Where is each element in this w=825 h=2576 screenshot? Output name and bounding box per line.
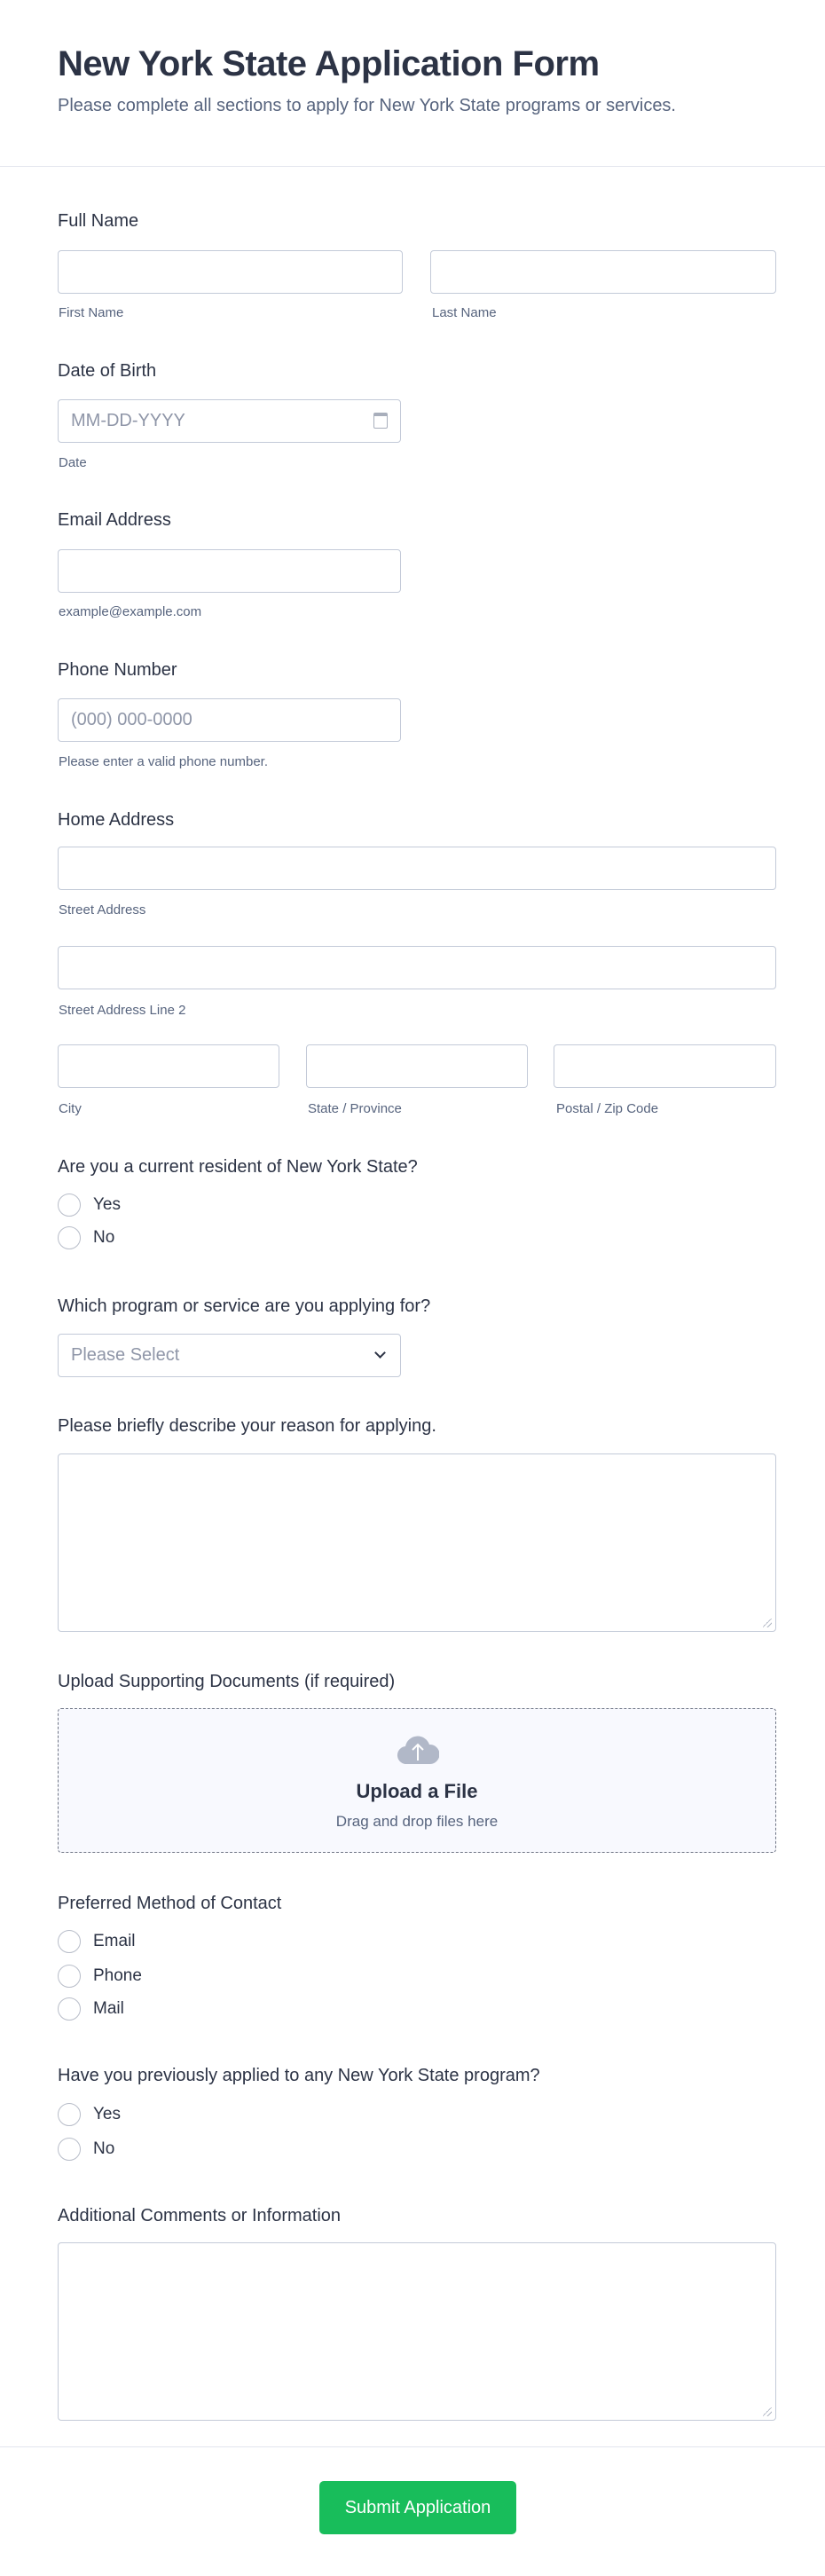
option-label: Phone: [93, 1966, 142, 1985]
comments-textarea[interactable]: [58, 2242, 776, 2421]
radio-button[interactable]: [58, 1226, 81, 1249]
reason-label: Please briefly describe your reason for applying.: [58, 1416, 436, 1436]
resident-option-no[interactable]: [58, 1225, 114, 1250]
header-divider: [0, 166, 825, 167]
contact-option-mail[interactable]: [58, 1997, 124, 2021]
upload-hint: Drag and drop files here: [335, 1813, 499, 1830]
previous-option-no[interactable]: [58, 2137, 114, 2162]
zip-sublabel: Postal / Zip Code: [556, 1101, 659, 1116]
program-select[interactable]: [58, 1334, 401, 1377]
calendar-icon[interactable]: [373, 413, 388, 429]
last-name-input[interactable]: [430, 250, 776, 294]
cloud-upload-icon: [397, 1734, 439, 1766]
dob-placeholder: MM-DD-YYYY: [71, 411, 185, 430]
radio-button[interactable]: [58, 1930, 81, 1953]
comments-label: Additional Comments or Information: [58, 2206, 342, 2225]
footer-divider: [0, 2446, 825, 2447]
previous-label: Have you previously applied to any New York State program?: [58, 2066, 540, 2085]
dob-label: Date of Birth: [58, 361, 157, 381]
reason-textarea[interactable]: [58, 1453, 776, 1632]
resize-handle-icon[interactable]: [763, 1619, 772, 1627]
email-label: Email Address: [58, 510, 171, 530]
previous-option-yes[interactable]: [58, 2102, 121, 2127]
city-sublabel: City: [59, 1101, 82, 1116]
radio-button[interactable]: [58, 1997, 81, 2021]
radio-button[interactable]: [58, 2138, 81, 2161]
phone-sublabel: Please enter a valid phone number.: [59, 754, 268, 769]
option-label: Mail: [93, 1999, 124, 2018]
contact-option-email[interactable]: [58, 1929, 136, 1954]
option-label: No: [93, 1228, 115, 1247]
email-input[interactable]: [58, 549, 401, 593]
email-sublabel: example@example.com: [59, 604, 202, 619]
resident-option-yes[interactable]: [58, 1193, 121, 1217]
full-name-label: Full Name: [58, 211, 139, 231]
upload-title: Upload a File: [356, 1780, 478, 1802]
program-placeholder: Please Select: [71, 1345, 180, 1365]
street-input[interactable]: [58, 847, 776, 890]
state-input[interactable]: [306, 1044, 528, 1088]
option-label: Email: [93, 1932, 136, 1950]
state-sublabel: State / Province: [308, 1101, 402, 1116]
page-subtitle: Please complete all sections to apply for New York State programs or services.: [58, 96, 676, 115]
radio-button[interactable]: [58, 2103, 81, 2126]
radio-button[interactable]: [58, 1193, 81, 1217]
chevron-down-icon: [374, 1347, 386, 1359]
phone-input[interactable]: [58, 698, 401, 742]
submit-button[interactable]: Submit Application: [319, 2481, 516, 2534]
street-sublabel: Street Address: [59, 902, 146, 918]
resident-label: Are you a current resident of New York State?: [58, 1157, 418, 1177]
contact-option-phone[interactable]: [58, 1964, 142, 1989]
page-title: New York State Application Form: [58, 44, 600, 83]
last-name-sublabel: Last Name: [432, 305, 497, 320]
option-label: Yes: [93, 1195, 121, 1214]
upload-dropzone[interactable]: [58, 1708, 776, 1853]
upload-label: Upload Supporting Documents (if required): [58, 1672, 396, 1691]
option-label: Yes: [93, 2105, 121, 2123]
radio-button[interactable]: [58, 1965, 81, 1988]
first-name-input[interactable]: [58, 250, 403, 294]
dob-sublabel: Date: [59, 455, 87, 470]
option-label: No: [93, 2139, 115, 2158]
address-label: Home Address: [58, 810, 175, 830]
zip-input[interactable]: [554, 1044, 776, 1088]
street2-input[interactable]: [58, 946, 776, 989]
contact-label: Preferred Method of Contact: [58, 1894, 282, 1913]
first-name-sublabel: First Name: [59, 305, 124, 320]
phone-label: Phone Number: [58, 660, 177, 680]
phone-placeholder: (000) 000-0000: [71, 710, 192, 729]
dob-input[interactable]: [58, 399, 401, 443]
program-label: Which program or service are you applying for?: [58, 1296, 431, 1316]
city-input[interactable]: [58, 1044, 279, 1088]
resize-handle-icon[interactable]: [763, 2407, 772, 2416]
street2-sublabel: Street Address Line 2: [59, 1003, 186, 1018]
